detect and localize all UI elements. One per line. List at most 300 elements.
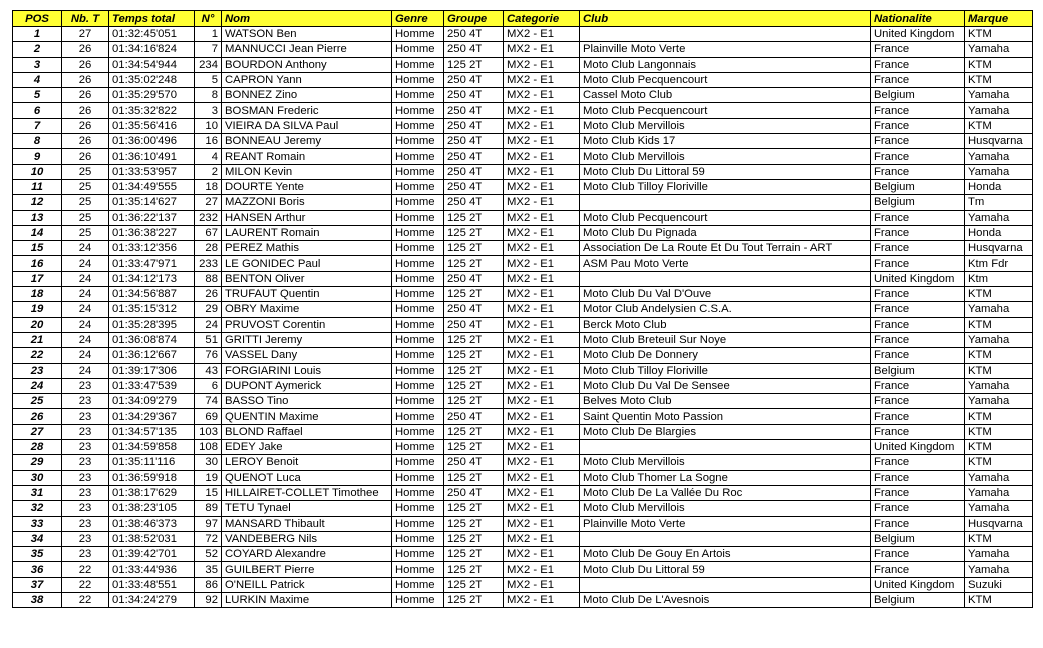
- cell-pos: 38: [13, 592, 62, 607]
- cell-laps: 26: [62, 103, 109, 118]
- cell-name: VASSEL Dany: [222, 348, 392, 363]
- cell-brand: Suzuki: [965, 577, 1033, 592]
- cell-pos: 8: [13, 134, 62, 149]
- cell-group: 125 2T: [444, 363, 504, 378]
- cell-total-time: 01:32:45'051: [109, 27, 195, 42]
- table-row: [13, 592, 1033, 607]
- cell-gender: Homme: [392, 149, 444, 164]
- cell-name: OBRY Maxime: [222, 302, 392, 317]
- cell-laps: 24: [62, 241, 109, 256]
- table-row: [13, 409, 1033, 424]
- cell-category: MX2 - E1: [504, 256, 580, 271]
- table-row: [13, 42, 1033, 57]
- cell-number: 6: [195, 378, 222, 393]
- header-group: Groupe: [444, 11, 504, 27]
- cell-number: 18: [195, 179, 222, 194]
- cell-name: DOURTE Yente: [222, 179, 392, 194]
- cell-name: BONNEZ Zino: [222, 88, 392, 103]
- cell-laps: 26: [62, 57, 109, 72]
- cell-nationality: United Kingdom: [871, 271, 965, 286]
- header-laps: Nb. T: [62, 11, 109, 27]
- cell-name: COYARD Alexandre: [222, 547, 392, 562]
- cell-pos: 6: [13, 103, 62, 118]
- table-row: [13, 134, 1033, 149]
- cell-brand: Husqvarna: [965, 134, 1033, 149]
- cell-gender: Homme: [392, 363, 444, 378]
- cell-pos: 23: [13, 363, 62, 378]
- cell-total-time: 01:33:53'957: [109, 164, 195, 179]
- cell-pos: 3: [13, 57, 62, 72]
- header-gender: Genre: [392, 11, 444, 27]
- cell-brand: Husqvarna: [965, 241, 1033, 256]
- cell-brand: Yamaha: [965, 562, 1033, 577]
- cell-number: 7: [195, 42, 222, 57]
- cell-category: MX2 - E1: [504, 440, 580, 455]
- cell-nationality: France: [871, 210, 965, 225]
- table-row: [13, 470, 1033, 485]
- cell-number: 76: [195, 348, 222, 363]
- table-row: [13, 424, 1033, 439]
- cell-category: MX2 - E1: [504, 210, 580, 225]
- cell-gender: Homme: [392, 225, 444, 240]
- cell-name: REANT Romain: [222, 149, 392, 164]
- cell-nationality: France: [871, 332, 965, 347]
- cell-group: 250 4T: [444, 455, 504, 470]
- cell-total-time: 01:34:56'887: [109, 287, 195, 302]
- cell-group: 125 2T: [444, 378, 504, 393]
- cell-laps: 23: [62, 470, 109, 485]
- cell-club: Moto Club De La Vallée Du Roc: [580, 485, 871, 500]
- cell-gender: Homme: [392, 179, 444, 194]
- cell-pos: 13: [13, 210, 62, 225]
- cell-gender: Homme: [392, 256, 444, 271]
- cell-nationality: France: [871, 424, 965, 439]
- cell-gender: Homme: [392, 118, 444, 133]
- cell-pos: 28: [13, 440, 62, 455]
- cell-total-time: 01:35:15'312: [109, 302, 195, 317]
- cell-nationality: France: [871, 149, 965, 164]
- cell-category: MX2 - E1: [504, 287, 580, 302]
- cell-group: 125 2T: [444, 562, 504, 577]
- table-row: [13, 179, 1033, 194]
- cell-brand: KTM: [965, 118, 1033, 133]
- cell-name: DUPONT Aymerick: [222, 378, 392, 393]
- cell-nationality: United Kingdom: [871, 27, 965, 42]
- cell-brand: Yamaha: [965, 42, 1033, 57]
- cell-gender: Homme: [392, 501, 444, 516]
- cell-club: Moto Club De Blargies: [580, 424, 871, 439]
- cell-category: MX2 - E1: [504, 592, 580, 607]
- cell-number: 108: [195, 440, 222, 455]
- cell-total-time: 01:35:32'822: [109, 103, 195, 118]
- cell-gender: Homme: [392, 134, 444, 149]
- cell-club: Moto Club De Donnery: [580, 348, 871, 363]
- table-row: [13, 516, 1033, 531]
- cell-pos: 22: [13, 348, 62, 363]
- cell-laps: 26: [62, 88, 109, 103]
- table-row: [13, 531, 1033, 546]
- cell-laps: 27: [62, 27, 109, 42]
- cell-total-time: 01:34:24'279: [109, 592, 195, 607]
- cell-pos: 30: [13, 470, 62, 485]
- cell-pos: 25: [13, 394, 62, 409]
- cell-pos: 31: [13, 485, 62, 500]
- cell-nationality: France: [871, 164, 965, 179]
- cell-name: HILLAIRET-COLLET Timothee: [222, 485, 392, 500]
- cell-nationality: Belgium: [871, 179, 965, 194]
- cell-nationality: France: [871, 547, 965, 562]
- cell-total-time: 01:34:54'944: [109, 57, 195, 72]
- cell-number: 16: [195, 134, 222, 149]
- cell-club: [580, 195, 871, 210]
- table-row: [13, 332, 1033, 347]
- cell-club: Moto Club Pecquencourt: [580, 72, 871, 87]
- cell-number: 3: [195, 103, 222, 118]
- cell-gender: Homme: [392, 577, 444, 592]
- cell-category: MX2 - E1: [504, 118, 580, 133]
- cell-nationality: France: [871, 256, 965, 271]
- cell-nationality: France: [871, 72, 965, 87]
- cell-name: GUILBERT Pierre: [222, 562, 392, 577]
- cell-pos: 33: [13, 516, 62, 531]
- cell-gender: Homme: [392, 440, 444, 455]
- cell-pos: 24: [13, 378, 62, 393]
- cell-name: PEREZ Mathis: [222, 241, 392, 256]
- cell-total-time: 01:34:49'555: [109, 179, 195, 194]
- cell-brand: KTM: [965, 317, 1033, 332]
- cell-category: MX2 - E1: [504, 302, 580, 317]
- header-pos: POS: [13, 11, 62, 27]
- header-number: N°: [195, 11, 222, 27]
- cell-total-time: 01:39:17'306: [109, 363, 195, 378]
- cell-brand: Yamaha: [965, 394, 1033, 409]
- cell-group: 250 4T: [444, 72, 504, 87]
- cell-total-time: 01:36:10'491: [109, 149, 195, 164]
- cell-brand: KTM: [965, 57, 1033, 72]
- cell-nationality: France: [871, 103, 965, 118]
- cell-category: MX2 - E1: [504, 577, 580, 592]
- cell-nationality: France: [871, 394, 965, 409]
- cell-number: 10: [195, 118, 222, 133]
- cell-group: 125 2T: [444, 241, 504, 256]
- cell-group: 125 2T: [444, 424, 504, 439]
- cell-gender: Homme: [392, 287, 444, 302]
- cell-name: LE GONIDEC Paul: [222, 256, 392, 271]
- cell-name: TETU Tynael: [222, 501, 392, 516]
- cell-total-time: 01:34:29'367: [109, 409, 195, 424]
- header-row: [13, 11, 1033, 27]
- cell-brand: Husqvarna: [965, 516, 1033, 531]
- cell-gender: Homme: [392, 271, 444, 286]
- cell-name: QUENOT Luca: [222, 470, 392, 485]
- cell-gender: Homme: [392, 516, 444, 531]
- table-row: [13, 302, 1033, 317]
- cell-category: MX2 - E1: [504, 88, 580, 103]
- cell-pos: 12: [13, 195, 62, 210]
- cell-pos: 1: [13, 27, 62, 42]
- header-nationality: Nationalite: [871, 11, 965, 27]
- cell-group: 250 4T: [444, 134, 504, 149]
- cell-club: [580, 440, 871, 455]
- cell-laps: 24: [62, 332, 109, 347]
- cell-category: MX2 - E1: [504, 501, 580, 516]
- cell-number: 26: [195, 287, 222, 302]
- cell-pos: 17: [13, 271, 62, 286]
- cell-category: MX2 - E1: [504, 179, 580, 194]
- cell-club: Plainville Moto Verte: [580, 516, 871, 531]
- cell-brand: Yamaha: [965, 470, 1033, 485]
- cell-category: MX2 - E1: [504, 103, 580, 118]
- table-row: [13, 256, 1033, 271]
- cell-group: 250 4T: [444, 88, 504, 103]
- cell-number: 2: [195, 164, 222, 179]
- cell-club: Moto Club Du Littoral 59: [580, 562, 871, 577]
- cell-number: 232: [195, 210, 222, 225]
- cell-number: 8: [195, 88, 222, 103]
- cell-brand: KTM: [965, 363, 1033, 378]
- cell-category: MX2 - E1: [504, 547, 580, 562]
- cell-laps: 24: [62, 363, 109, 378]
- cell-pos: 7: [13, 118, 62, 133]
- cell-brand: Ktm Fdr: [965, 256, 1033, 271]
- cell-group: 250 4T: [444, 103, 504, 118]
- cell-total-time: 01:34:09'279: [109, 394, 195, 409]
- cell-laps: 26: [62, 134, 109, 149]
- cell-total-time: 01:36:12'667: [109, 348, 195, 363]
- cell-number: 27: [195, 195, 222, 210]
- cell-nationality: France: [871, 501, 965, 516]
- cell-category: MX2 - E1: [504, 424, 580, 439]
- cell-club: Saint Quentin Moto Passion: [580, 409, 871, 424]
- cell-total-time: 01:33:48'551: [109, 577, 195, 592]
- table-row: [13, 562, 1033, 577]
- cell-nationality: France: [871, 470, 965, 485]
- cell-club: Moto Club Pecquencourt: [580, 210, 871, 225]
- cell-club: Association De La Route Et Du Tout Terrain - ART: [580, 241, 871, 256]
- cell-brand: Yamaha: [965, 501, 1033, 516]
- cell-number: 233: [195, 256, 222, 271]
- cell-group: 250 4T: [444, 118, 504, 133]
- cell-club: Moto Club Mervillois: [580, 149, 871, 164]
- cell-category: MX2 - E1: [504, 348, 580, 363]
- cell-number: 69: [195, 409, 222, 424]
- cell-club: [580, 271, 871, 286]
- cell-name: EDEY Jake: [222, 440, 392, 455]
- cell-brand: KTM: [965, 531, 1033, 546]
- cell-gender: Homme: [392, 210, 444, 225]
- cell-brand: Yamaha: [965, 103, 1033, 118]
- table-row: [13, 72, 1033, 87]
- cell-gender: Homme: [392, 378, 444, 393]
- table-row: [13, 271, 1033, 286]
- cell-brand: Yamaha: [965, 88, 1033, 103]
- cell-nationality: United Kingdom: [871, 440, 965, 455]
- cell-pos: 15: [13, 241, 62, 256]
- cell-group: 125 2T: [444, 501, 504, 516]
- table-row: [13, 118, 1033, 133]
- table-row: [13, 378, 1033, 393]
- cell-club: Moto Club Kids 17: [580, 134, 871, 149]
- cell-category: MX2 - E1: [504, 27, 580, 42]
- cell-gender: Homme: [392, 531, 444, 546]
- cell-name: O'NEILL Patrick: [222, 577, 392, 592]
- header-category: Categorie: [504, 11, 580, 27]
- cell-brand: Yamaha: [965, 378, 1033, 393]
- table-row: [13, 287, 1033, 302]
- cell-club: Plainville Moto Verte: [580, 42, 871, 57]
- cell-laps: 24: [62, 302, 109, 317]
- cell-category: MX2 - E1: [504, 149, 580, 164]
- cell-nationality: France: [871, 409, 965, 424]
- cell-club: Moto Club Mervillois: [580, 501, 871, 516]
- cell-pos: 27: [13, 424, 62, 439]
- table-row: [13, 27, 1033, 42]
- cell-gender: Homme: [392, 42, 444, 57]
- cell-brand: KTM: [965, 455, 1033, 470]
- table-row: [13, 547, 1033, 562]
- cell-brand: Tm: [965, 195, 1033, 210]
- cell-name: HANSEN Arthur: [222, 210, 392, 225]
- cell-laps: 23: [62, 378, 109, 393]
- cell-pos: 34: [13, 531, 62, 546]
- cell-group: 250 4T: [444, 164, 504, 179]
- cell-brand: KTM: [965, 409, 1033, 424]
- cell-gender: Homme: [392, 164, 444, 179]
- cell-brand: Yamaha: [965, 210, 1033, 225]
- cell-brand: KTM: [965, 592, 1033, 607]
- cell-brand: Ktm: [965, 271, 1033, 286]
- cell-club: Moto Club Du Val D'Ouve: [580, 287, 871, 302]
- table-row: [13, 57, 1033, 72]
- cell-group: 125 2T: [444, 394, 504, 409]
- table-row: [13, 241, 1033, 256]
- cell-club: Berck Moto Club: [580, 317, 871, 332]
- cell-number: 28: [195, 241, 222, 256]
- cell-name: FORGIARINI Louis: [222, 363, 392, 378]
- cell-nationality: France: [871, 455, 965, 470]
- cell-number: 35: [195, 562, 222, 577]
- cell-number: 52: [195, 547, 222, 562]
- cell-club: Moto Club Tilloy Floriville: [580, 363, 871, 378]
- cell-group: 125 2T: [444, 577, 504, 592]
- cell-nationality: France: [871, 348, 965, 363]
- cell-laps: 26: [62, 118, 109, 133]
- cell-category: MX2 - E1: [504, 241, 580, 256]
- header-brand: Marque: [965, 11, 1033, 27]
- cell-total-time: 01:34:57'135: [109, 424, 195, 439]
- cell-category: MX2 - E1: [504, 57, 580, 72]
- cell-group: 125 2T: [444, 210, 504, 225]
- cell-club: Moto Club Mervillois: [580, 118, 871, 133]
- cell-name: PRUVOST Corentin: [222, 317, 392, 332]
- cell-name: VIEIRA DA SILVA Paul: [222, 118, 392, 133]
- results-body: [13, 27, 1033, 608]
- table-row: [13, 103, 1033, 118]
- cell-laps: 26: [62, 42, 109, 57]
- cell-brand: Honda: [965, 225, 1033, 240]
- cell-brand: Yamaha: [965, 164, 1033, 179]
- cell-group: 250 4T: [444, 485, 504, 500]
- cell-laps: 23: [62, 394, 109, 409]
- cell-laps: 24: [62, 317, 109, 332]
- cell-name: MANNUCCI Jean Pierre: [222, 42, 392, 57]
- cell-pos: 11: [13, 179, 62, 194]
- cell-group: 125 2T: [444, 256, 504, 271]
- table-row: [13, 501, 1033, 516]
- cell-total-time: 01:35:56'416: [109, 118, 195, 133]
- cell-laps: 22: [62, 562, 109, 577]
- cell-gender: Homme: [392, 103, 444, 118]
- cell-number: 4: [195, 149, 222, 164]
- cell-nationality: France: [871, 378, 965, 393]
- cell-group: 125 2T: [444, 440, 504, 455]
- cell-gender: Homme: [392, 302, 444, 317]
- cell-gender: Homme: [392, 332, 444, 347]
- cell-group: 250 4T: [444, 271, 504, 286]
- cell-laps: 25: [62, 225, 109, 240]
- cell-number: 234: [195, 57, 222, 72]
- cell-category: MX2 - E1: [504, 42, 580, 57]
- cell-group: 250 4T: [444, 179, 504, 194]
- cell-name: WATSON Ben: [222, 27, 392, 42]
- cell-number: 30: [195, 455, 222, 470]
- cell-pos: 26: [13, 409, 62, 424]
- cell-club: [580, 577, 871, 592]
- cell-laps: 24: [62, 256, 109, 271]
- cell-category: MX2 - E1: [504, 394, 580, 409]
- cell-gender: Homme: [392, 409, 444, 424]
- cell-gender: Homme: [392, 562, 444, 577]
- cell-number: 5: [195, 72, 222, 87]
- cell-club: Moto Club Thomer La Sogne: [580, 470, 871, 485]
- cell-nationality: France: [871, 317, 965, 332]
- cell-nationality: France: [871, 287, 965, 302]
- cell-name: LEROY Benoit: [222, 455, 392, 470]
- cell-gender: Homme: [392, 547, 444, 562]
- cell-brand: KTM: [965, 72, 1033, 87]
- cell-group: 125 2T: [444, 592, 504, 607]
- cell-club: Moto Club Du Littoral 59: [580, 164, 871, 179]
- cell-laps: 23: [62, 516, 109, 531]
- cell-nationality: France: [871, 516, 965, 531]
- cell-category: MX2 - E1: [504, 531, 580, 546]
- cell-total-time: 01:33:47'539: [109, 378, 195, 393]
- table-row: [13, 317, 1033, 332]
- cell-laps: 26: [62, 149, 109, 164]
- cell-category: MX2 - E1: [504, 72, 580, 87]
- cell-total-time: 01:36:59'918: [109, 470, 195, 485]
- cell-number: 24: [195, 317, 222, 332]
- results-table: [12, 10, 1033, 608]
- cell-group: 125 2T: [444, 348, 504, 363]
- cell-category: MX2 - E1: [504, 363, 580, 378]
- cell-gender: Homme: [392, 241, 444, 256]
- cell-gender: Homme: [392, 317, 444, 332]
- cell-number: 74: [195, 394, 222, 409]
- cell-club: Moto Club Mervillois: [580, 455, 871, 470]
- cell-nationality: Belgium: [871, 88, 965, 103]
- cell-brand: KTM: [965, 287, 1033, 302]
- cell-club: Moto Club Du Val De Sensee: [580, 378, 871, 393]
- cell-group: 250 4T: [444, 317, 504, 332]
- cell-total-time: 01:35:02'248: [109, 72, 195, 87]
- cell-total-time: 01:36:38'227: [109, 225, 195, 240]
- cell-name: MAZZONI Boris: [222, 195, 392, 210]
- cell-club: Moto Club De L'Avesnois: [580, 592, 871, 607]
- cell-laps: 22: [62, 592, 109, 607]
- cell-total-time: 01:38:23'105: [109, 501, 195, 516]
- cell-number: 29: [195, 302, 222, 317]
